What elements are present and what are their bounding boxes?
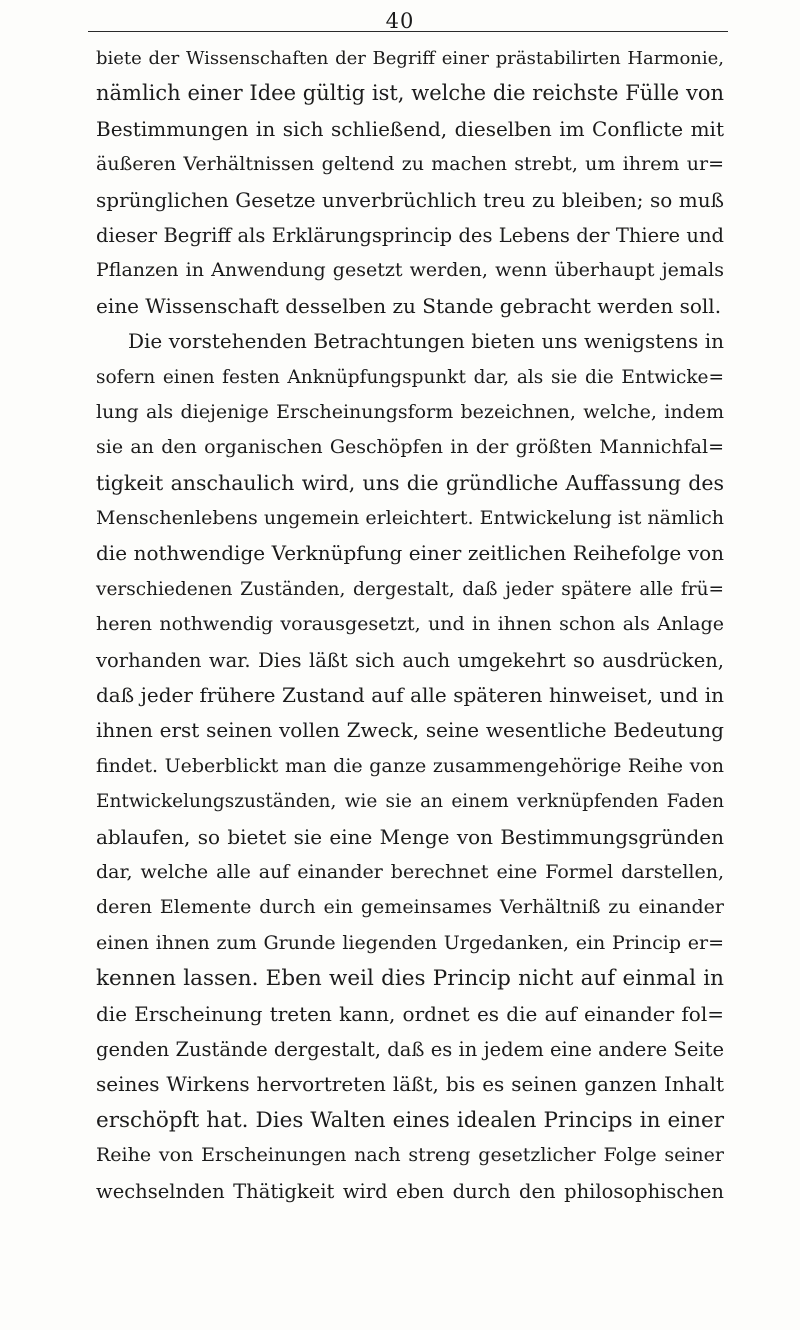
text-line: findet. Ueberblickt man die ganze zusammengehörige Reihe von [96, 754, 724, 777]
text-line: ihnen erst seinen vollen Zweck, seine wesentliche Bedeutung [96, 718, 724, 743]
page-number: 40 [385, 9, 415, 33]
text-line: nämlich einer Idee gültig ist, welche die reichste Fülle von [96, 81, 724, 106]
text-line: eine Wissenschaft desselben zu Stande gebracht werden soll. [96, 293, 722, 318]
text-line: dieser Begriff als Erklärungsprincip des Lebens der Thiere und [96, 223, 724, 247]
text-line: Reihe von Erscheinungen nach streng gesetzlicher Folge seiner [96, 1144, 724, 1167]
text-line: Bestimmungen in sich schließend, dieselben im Conflicte mit [96, 116, 724, 141]
text-line: verschiedenen Zuständen, dergestalt, daß jeder spätere alle frü= [96, 578, 724, 600]
body-text [96, 41, 724, 1209]
text-line: lung als diejenige Erscheinungsform bezeichnen, welche, indem [96, 400, 724, 423]
text-line: Entwickelungszuständen, wie sie an einem verknüpfenden Faden [96, 791, 724, 813]
text-line: deren Elemente durch ein gemeinsames Verhältniß zu einander [96, 896, 724, 919]
text-line: Menschenlebens ungemein erleichtert. Entwickelung ist nämlich [96, 507, 724, 530]
text-line: kennen lassen. Eben weil dies Princip nicht auf einmal in [96, 966, 724, 992]
text-line: biete der Wissenschaften der Begriff einer prästabilirten Harmonie, [96, 48, 724, 69]
text-line: vorhanden war. Dies läßt sich auch umgekehrt so ausdrücken, [96, 648, 724, 672]
text-line: erschöpft hat. Dies Walten eines idealen Princips in einer [96, 1107, 724, 1133]
text-line: ablaufen, so bietet sie eine Menge von Bestimmungsgründen [96, 824, 724, 849]
text-line: sie an den organischen Geschöpfen in der größten Mannichfal= [96, 436, 724, 459]
paragraph-start-line: Die vorstehenden Betrachtungen bieten uns wenigstens in [128, 329, 724, 354]
text-line: tigkeit anschaulich wird, uns die gründliche Auffassung des [96, 470, 724, 495]
text-line: sofern einen festen Anknüpfungspunkt dar, als sie die Entwicke= [96, 366, 724, 388]
text-line: daß jeder frühere Zustand auf alle späteren hinweiset, und in [96, 683, 724, 708]
text-line: einen ihnen zum Grunde liegenden Urgedanken, ein Princip er= [96, 931, 724, 954]
text-line: die Erscheinung treten kann, ordnet es die auf einander fol= [96, 1001, 724, 1026]
text-line: die nothwendige Verknüpfung einer zeitlichen Reihefolge von [96, 541, 724, 566]
text-line: seines Wirkens hervortreten läßt, bis es seinen ganzen Inhalt [96, 1072, 724, 1097]
text-line: dar, welche alle auf einander berechnet eine Formel darstellen, [96, 860, 724, 883]
header-rule [88, 31, 728, 32]
text-line: Pflanzen in Anwendung gesetzt werden, wenn überhaupt jemals [96, 259, 724, 282]
text-line: äußeren Verhältnissen geltend zu machen strebt, um ihrem ur= [96, 153, 724, 176]
text-line: genden Zustände dergestalt, daß es in jedem eine andere Seite [96, 1037, 724, 1061]
text-line: wechselnden Thätigkeit wird eben durch den philosophischen [96, 1179, 724, 1203]
text-line: sprünglichen Gesetze unverbrüchlich treu zu bleiben; so muß [96, 187, 724, 212]
text-line: heren nothwendig vorausgesetzt, und in ihnen schon als Anlage [96, 613, 724, 636]
